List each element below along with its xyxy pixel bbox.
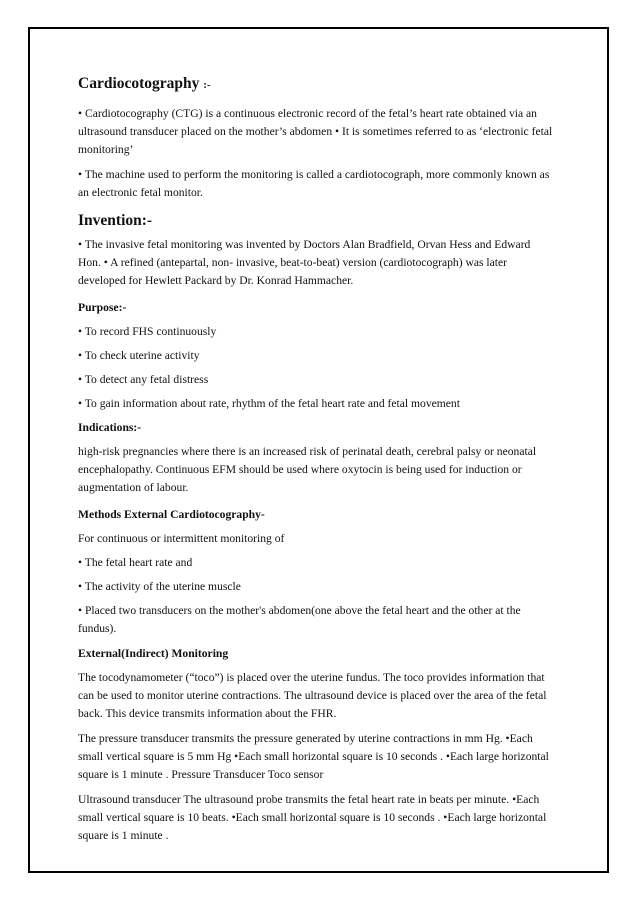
invention-heading: Invention:- (78, 212, 153, 229)
purpose-item: • To detect any fetal distress (78, 373, 209, 386)
purpose-heading: Purpose:- (78, 301, 127, 314)
external-monitoring-heading: External(Indirect) Monitoring (78, 647, 229, 660)
external-paragraph-3: Ultrasound transducer The ultrasound probe transmits the fetal heart rate in beats per minute. •Each small vertical square is 10 beats. •Each small horizontal square is 10 seconds . •Each large horizontal square is 1 minute . (78, 793, 547, 842)
external-paragraph-1: The tocodynamometer (“toco”) is placed over the uterine fundus. The toco provides information that can be used to monitor uterine contractions. The ultrasound device is placed over the area of the fetal back. This device transmits information about the FHR. (78, 671, 547, 720)
title-text: Cardiocotography (78, 75, 200, 92)
intro-paragraph-1: • Cardiotocography (CTG) is a continuous electronic record of the fetal’s heart rate obtained via an ultrasound transducer placed on the mother’s abdomen • It is sometimes referred to as ‘electronic fetal monitoring’ (78, 107, 553, 156)
document-body (78, 74, 556, 852)
purpose-item: • To gain information about rate, rhythm of the fetal heart rate and fetal movement (78, 397, 460, 410)
methods-paragraph: • Placed two transducers on the mother's abdomen(one above the fetal heart and the other at the fundus). (78, 604, 521, 635)
methods-item: • The activity of the uterine muscle (78, 580, 241, 593)
invention-paragraph: • The invasive fetal monitoring was invented by Doctors Alan Bradfield, Orvan Hess and Edward Hon. • A refined (antepartal, non- invasive, beat-to-beat) version (cardiotocograph) was later developed for Hewlett Packard by Dr. Konrad Hammacher. (78, 238, 531, 287)
methods-heading: Methods External Cardiotocography- (78, 508, 265, 521)
indications-heading: Indications:- (78, 421, 142, 434)
indications-paragraph: high-risk pregnancies where there is an increased risk of perinatal death, cerebral palsy or neonatal encephalopathy. Continuous EFM should be used where oxytocin is being used for induction or augmentation of labour. (78, 445, 537, 494)
title-suffix: :- (203, 79, 211, 91)
intro-paragraph-2: • The machine used to perform the monitoring is called a cardiotocograph, more commonly known as an electronic fetal monitor. (78, 168, 550, 199)
methods-item: • The fetal heart rate and (78, 556, 193, 569)
methods-intro: For continuous or intermittent monitoring of (78, 532, 285, 545)
document-title (78, 74, 556, 95)
purpose-item: • To record FHS continuously (78, 325, 217, 338)
purpose-item: • To check uterine activity (78, 349, 200, 362)
external-paragraph-2: The pressure transducer transmits the pressure generated by uterine contractions in mm Hg. •Each small vertical square is 5 mm Hg •Each small horizontal square is 10 seconds . •Each large horizontal square is 1 minute . Pressure Transducer Toco sensor (78, 732, 549, 781)
